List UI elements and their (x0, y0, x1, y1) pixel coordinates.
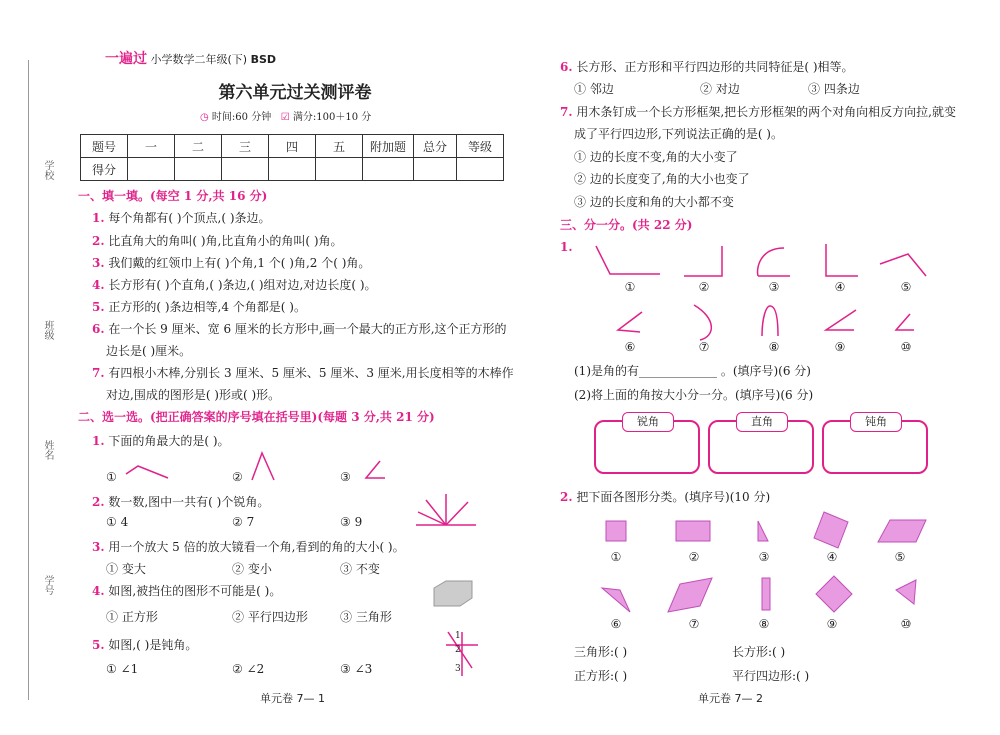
option[interactable]: ③ ∠3 (340, 662, 373, 676)
question-text: 在一个长 9 厘米、宽 6 厘米的长方形中,画一个最大的正方形,这个正方形的 (108, 322, 507, 336)
table-header: 一 (128, 135, 175, 158)
question-2-2: 2. 数一数,图中一共有( )个锐角。 (92, 495, 270, 509)
option[interactable]: ③ 四条边 (808, 82, 860, 96)
class-label: 班级 (42, 320, 53, 340)
angle-label: 2 (455, 645, 461, 655)
question-2-7: 7. 用木条钉成一个长方形框架,把长方形框架的两个对角向相反方向拉,就变 (560, 105, 956, 119)
option[interactable]: ① (106, 470, 117, 484)
question-2-3: 3. 用一个放大 5 倍的放大镜看一个角,看到的角的大小( )。 (92, 540, 405, 554)
question-text: 我们戴的红领巾上有( )个角,1 个( )角,2 个( )角。 (108, 256, 371, 270)
exam-meta: ◷ 时间:60 分钟 ☑ 满分:100＋10 分 (200, 112, 372, 123)
classify-parallelogram[interactable]: 平行四边形:( ) (732, 669, 810, 683)
section-2-heading: 二、选一选。(把正确答案的序号填在括号里)(每题 3 分,共 21 分) (78, 410, 435, 424)
shape-7 (668, 578, 712, 612)
shape-9 (816, 576, 852, 612)
figure-label: ③ (758, 550, 770, 564)
page-title: 第六单元过关测评卷 (218, 83, 372, 103)
option[interactable]: ① 邻边 (574, 82, 614, 96)
question-2-6: 6. 长方形、正方形和平行四边形的共同特征是( )相等。 (560, 60, 854, 74)
subject-label: 小学数学二年级 (150, 53, 228, 66)
question-3-1-a: (1)是角的有_____________ 。(填序号)(6 分) (574, 364, 811, 378)
option[interactable]: ② ∠2 (232, 662, 265, 676)
figure-label: ⑤ (894, 550, 906, 564)
option[interactable]: ① 4 (106, 515, 129, 529)
box-label: 直角 (736, 412, 788, 432)
shape-1 (606, 521, 626, 541)
option[interactable]: ② (232, 470, 243, 484)
question-1-7-cont: 对边,围成的图形是( )形或( )形。 (106, 388, 281, 402)
figure-label: ④ (834, 280, 846, 294)
question-1-7: 7. 有四根小木棒,分别长 3 厘米、5 厘米、5 厘米、3 厘米,用长度相等的木棒作 (92, 366, 514, 380)
shape-8 (762, 578, 770, 610)
question-2-7-cont: 成了平行四边形,下列说法正确的是( )。 (574, 127, 783, 141)
question-text: 用一个放大 5 倍的放大镜看一个角,看到的角的大小( )。 (108, 540, 405, 554)
table-header: 四 (269, 135, 316, 158)
box-label: 锐角 (622, 412, 674, 432)
name-label: 姓名 (42, 440, 53, 460)
page-footer-right: 单元卷 7— 2 (698, 692, 763, 705)
figure-label: ⑦ (688, 617, 700, 631)
grade-mark: 下 (231, 53, 243, 66)
option[interactable]: ③ 不变 (340, 562, 380, 576)
option[interactable]: ② 平行四边形 (232, 610, 308, 624)
figure-label: ⑦ (698, 340, 710, 354)
option[interactable]: ① 正方形 (106, 610, 158, 624)
figure-label: ⑨ (834, 340, 846, 354)
brand-header: 一遍过 小学数学二年级(下) BSD (105, 51, 277, 67)
shape-10 (896, 580, 916, 604)
question-1-6: 6. 在一个长 9 厘米、宽 6 厘米的长方形中,画一个最大的正方形,这个正方形的 (92, 322, 507, 336)
figure-label: ⑧ (768, 340, 780, 354)
shape-5 (878, 520, 926, 542)
time-limit: 时间:60 分钟 (211, 112, 272, 123)
question-2-1: 1. 下面的角最大的是( )。 (92, 434, 230, 448)
figure-label: ② (688, 550, 700, 564)
question-2-5: 5. 如图,( )是钝角。 (92, 638, 198, 652)
question-text: 长方形有( )个直角,( )条边,( )组对边,对边长度( )。 (108, 278, 377, 292)
option[interactable]: ③ (340, 470, 351, 484)
question-3-1-b: (2)将上面的角按大小分一分。(填序号)(6 分) (574, 388, 814, 402)
angle-label: 1 (455, 631, 461, 641)
question-text: 把下面各图形分类。(填序号)(10 分) (576, 490, 771, 504)
question-3-2: 2. 把下面各图形分类。(填序号)(10 分) (560, 490, 771, 504)
option[interactable]: ② 边的长度变了,角的大小也变了 (574, 172, 750, 186)
figure-label: ⑤ (900, 280, 912, 294)
question-text: 每个角都有( )个顶点,( )条边。 (108, 211, 271, 225)
question-text: 如图,( )是钝角。 (108, 638, 198, 652)
box-label: 钝角 (850, 412, 902, 432)
table-header: 五 (316, 135, 363, 158)
table-header: 等级 (457, 135, 504, 158)
brand-logo: 一遍过 (105, 51, 147, 67)
classify-square[interactable]: 正方形:( ) (574, 669, 628, 683)
shape-6 (602, 588, 630, 612)
page-footer-left: 单元卷 7— 1 (260, 692, 325, 705)
figure-label: ① (624, 280, 636, 294)
angle-label: 3 (455, 664, 461, 674)
option[interactable]: ③ 边的长度和角的大小都不变 (574, 195, 734, 209)
classify-triangle[interactable]: 三角形:( ) (574, 645, 628, 659)
student-id-label: 学号 (42, 575, 53, 595)
option[interactable]: ① 变大 (106, 562, 146, 576)
figure-label: ① (610, 550, 622, 564)
classify-rectangle[interactable]: 长方形:( ) (732, 645, 786, 659)
option[interactable]: ① ∠1 (106, 662, 139, 676)
question-text: 如图,被挡住的图形不可能是( )。 (108, 584, 282, 598)
question-text: 数一数,图中一共有( )个锐角。 (108, 495, 270, 509)
question-3-1-number: 1. (560, 240, 573, 254)
section-1-heading: 一、填一填。(每空 1 分,共 16 分) (78, 189, 268, 203)
option[interactable]: ③ 三角形 (340, 610, 392, 624)
figure-label: ② (698, 280, 710, 294)
question-text: 长方形、正方形和平行四边形的共同特征是( )相等。 (576, 60, 854, 74)
edition-label: BSD (250, 53, 277, 66)
school-label: 学校 (42, 160, 53, 180)
table-header: 总分 (414, 135, 457, 158)
question-1-1: 1. 每个角都有( )个顶点,( )条边。 (92, 211, 271, 225)
option[interactable]: ① 边的长度不变,角的大小变了 (574, 150, 738, 164)
row-label: 得分 (81, 158, 128, 181)
question-1-6-cont: 边长是( )厘米。 (106, 344, 192, 358)
shape-2 (676, 521, 710, 541)
figure-label: ⑥ (610, 617, 622, 631)
option[interactable]: ② 7 (232, 515, 255, 529)
figure-label: ⑧ (758, 617, 770, 631)
full-score: 满分:100＋10 分 (292, 112, 372, 123)
question-1-4: 4. 长方形有( )个直角,( )条边,( )组对边,对边长度( )。 (92, 278, 377, 292)
question-1-3: 3. 我们戴的红领巾上有( )个角,1 个( )角,2 个( )角。 (92, 256, 371, 270)
question-text: 比直角大的角叫( )角,比直角小的角叫( )角。 (108, 234, 343, 248)
question-text: 正方形的( )条边相等,4 个角都是( )。 (108, 300, 306, 314)
figure-label: ③ (768, 280, 780, 294)
figure-label: ⑩ (900, 340, 912, 354)
question-text: 用木条钉成一个长方形框架,把长方形框架的两个对角向相反方向拉,就变 (576, 105, 956, 119)
figure-label: ④ (826, 550, 838, 564)
option[interactable]: ② 对边 (700, 82, 740, 96)
section-3-heading: 三、分一分。(共 22 分) (560, 218, 693, 232)
table-header: 三 (222, 135, 269, 158)
table-header: 附加题 (363, 135, 414, 158)
option[interactable]: ② 变小 (232, 562, 272, 576)
figure-label: ⑥ (624, 340, 636, 354)
question-text: 有四根小木棒,分别长 3 厘米、5 厘米、5 厘米、3 厘米,用长度相等的木棒作 (108, 366, 514, 380)
question-2-4: 4. 如图,被挡住的图形不可能是( )。 (92, 584, 282, 598)
table-header: 二 (175, 135, 222, 158)
question-1-2: 2. 比直角大的角叫( )角,比直角小的角叫( )角。 (92, 234, 343, 248)
shape-3 (758, 521, 768, 541)
question-1-5: 5. 正方形的( )条边相等,4 个角都是( )。 (92, 300, 306, 314)
figure-label: ⑩ (900, 617, 912, 631)
figure-label: ⑨ (826, 617, 838, 631)
table-header: 题号 (81, 135, 128, 158)
shape-4 (814, 512, 848, 548)
question-text: 下面的角最大的是( )。 (108, 434, 230, 448)
option[interactable]: ③ 9 (340, 515, 363, 529)
